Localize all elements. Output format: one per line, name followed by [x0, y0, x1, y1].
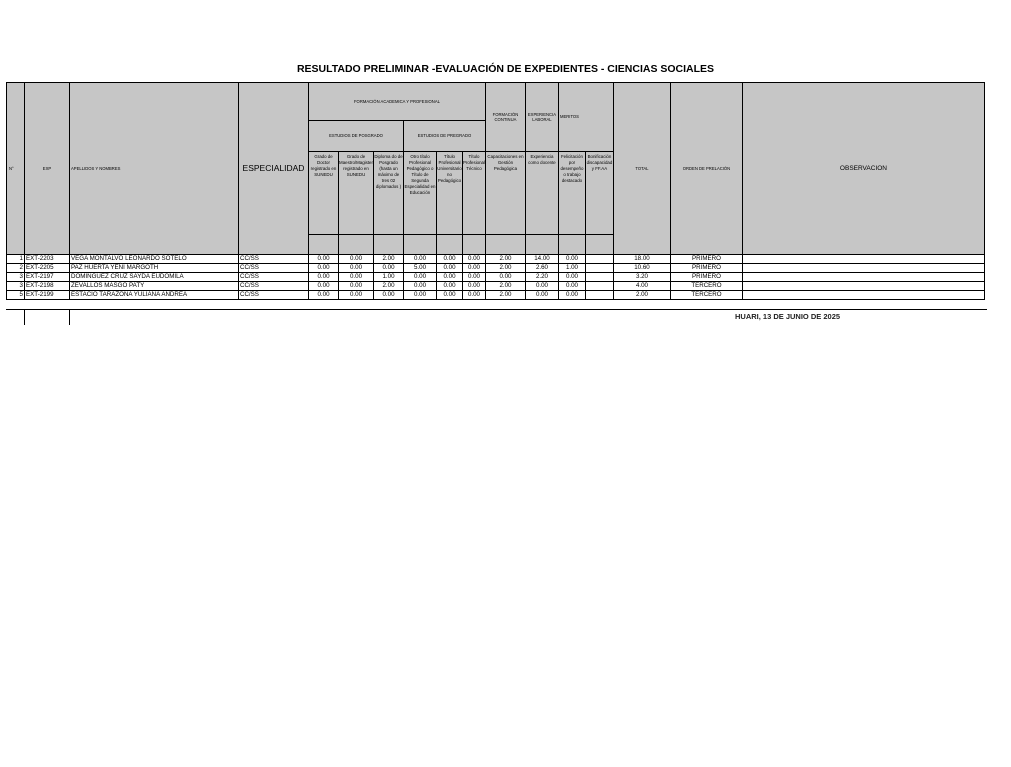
header-total: TOTAL: [613, 83, 670, 255]
cell-c8: 0.00: [525, 282, 558, 291]
cell-obs: [742, 264, 984, 273]
cell-total: 4.00: [613, 282, 670, 291]
cell-c2: 0.00: [339, 264, 374, 273]
header-nombres: APELLIDOS Y NOMBRES: [70, 83, 239, 255]
cell-esp: CC/SS: [239, 273, 309, 282]
cell-c1: 0.00: [309, 255, 339, 264]
header-n: N°: [7, 83, 25, 255]
cell-c3: 2.00: [374, 255, 404, 264]
cell-orden: PRIMERO: [670, 255, 742, 264]
cell-c8: 2.60: [525, 264, 558, 273]
header-experiencia-docente: Experiencia como docente: [525, 152, 558, 235]
cell-nombre: PAZ HUERTA YENI MARGOTH: [70, 264, 239, 273]
cell-obs: [742, 282, 984, 291]
cell-c2: 0.00: [339, 291, 374, 300]
header-felicitacion: Felicitación por desempeño o trabajo destacado: [558, 152, 585, 235]
cell-obs: [742, 255, 984, 264]
cell-c7: 2.00: [485, 291, 525, 300]
header-diplomado-posgrado: Diploma do de Posgrado (hasta un máximo de tres 02 diplomados ): [374, 152, 404, 235]
cell-c5: 0.00: [437, 282, 463, 291]
table-tail-line: [24, 310, 25, 325]
cell-total: 18.00: [613, 255, 670, 264]
cell-c6: 0.00: [463, 282, 486, 291]
cell-c6: 0.00: [463, 273, 486, 282]
header-grado-maestro: Grado de Maestro/Magister registrado en SUNEDU: [339, 152, 374, 235]
cell-c7: 0.00: [485, 273, 525, 282]
cell-exp: EXT-2199: [25, 291, 70, 300]
cell-orden: PRIMERO: [670, 273, 742, 282]
cell-exp: EXT-2205: [25, 264, 70, 273]
cell-nombre: DOMINGUEZ CRUZ SAYDA EUDOMILA: [70, 273, 239, 282]
cell-c5: 0.00: [437, 255, 463, 264]
date-line: HUARI, 13 DE JUNIO DE 2025: [735, 312, 841, 321]
cell-nombre: ESTACIO TARAZONA YULIANA ANDREA: [70, 291, 239, 300]
table-tail-line: [69, 310, 70, 325]
cell-c6: 0.00: [463, 264, 486, 273]
cell-orden: TERCERO: [670, 291, 742, 300]
header-experiencia-laboral: EXPERIENCIA LABORAL: [525, 83, 558, 152]
table-row: [7, 255, 985, 264]
cell-nombre: ZEVALLOS MASGO PATY: [70, 282, 239, 291]
cell-c9: 0.00: [558, 255, 585, 264]
cell-total: 3.20: [613, 273, 670, 282]
cell-c6: 0.00: [463, 255, 486, 264]
cell-c4: 0.00: [404, 255, 437, 264]
cell-esp: CC/SS: [239, 291, 309, 300]
cell-esp: CC/SS: [239, 264, 309, 273]
cell-exp: EXT-2198: [25, 282, 70, 291]
table-row: [7, 264, 985, 273]
cell-c3: 2.00: [374, 282, 404, 291]
cell-n: 3: [7, 282, 25, 291]
cell-c3: 1.00: [374, 273, 404, 282]
table-row: [7, 282, 985, 291]
header-formacion-academica: FORMACIÓN ACADEMICA Y PROFESIONAL: [309, 83, 486, 121]
cell-c4: 0.00: [404, 273, 437, 282]
cell-c8: 2.20: [525, 273, 558, 282]
cell-obs: [742, 291, 984, 300]
cell-c8: 0.00: [525, 291, 558, 300]
cell-total: 10.60: [613, 264, 670, 273]
cell-c1: 0.00: [309, 273, 339, 282]
header-bonificacion: Bonificación discapacidad y FF.AA: [585, 152, 613, 235]
header-orden: ORDEN DE PRELACIÓN: [670, 83, 742, 255]
cell-c9: 1.00: [558, 264, 585, 273]
cell-c2: 0.00: [339, 282, 374, 291]
cell-c9: 0.00: [558, 282, 585, 291]
cell-orden: TERCERO: [670, 282, 742, 291]
cell-nombre: VEGA MONTALVO LEONARDO SOTELO: [70, 255, 239, 264]
cell-c2: 0.00: [339, 273, 374, 282]
cell-c10: [585, 282, 613, 291]
header-observacion: OBSERVACION: [742, 83, 984, 255]
cell-exp: EXT-2203: [25, 255, 70, 264]
cell-c2: 0.00: [339, 255, 374, 264]
header-exp: EXP: [25, 83, 70, 255]
table-row: [7, 291, 985, 300]
cell-c10: [585, 273, 613, 282]
cell-c1: 0.00: [309, 282, 339, 291]
results-table: [6, 82, 985, 300]
header-titulo-universitario: Título Profesional Universitario no Pedagógico: [437, 152, 463, 235]
header-especialidad: ESPECIALIDAD: [239, 83, 309, 255]
cell-c3: 0.00: [374, 264, 404, 273]
cell-c9: 0.00: [558, 273, 585, 282]
cell-c1: 0.00: [309, 264, 339, 273]
cell-c4: 0.00: [404, 291, 437, 300]
cell-exp: EXT-2197: [25, 273, 70, 282]
cell-n: 3: [7, 273, 25, 282]
cell-c10: [585, 264, 613, 273]
header-otro-titulo: Otro título Profesional Pedagógico o Título de Segunda Especialidad en Educación: [404, 152, 437, 235]
cell-c7: 2.00: [485, 264, 525, 273]
cell-orden: PRIMERO: [670, 264, 742, 273]
table-row: [7, 273, 985, 282]
cell-c8: 14.00: [525, 255, 558, 264]
header-grado-doctor: Grado de Doctor registrado en SUNEDU: [309, 152, 339, 235]
cell-c1: 0.00: [309, 291, 339, 300]
cell-n: 1: [7, 255, 25, 264]
cell-n: 5: [7, 291, 25, 300]
header-titulo-tecnico: Título Profesional Técnico: [463, 152, 486, 235]
cell-c10: [585, 291, 613, 300]
cell-c5: 0.00: [437, 264, 463, 273]
header-meritos: MERITOS: [558, 83, 613, 152]
cell-n: 2: [7, 264, 25, 273]
cell-total: 2.00: [613, 291, 670, 300]
cell-obs: [742, 273, 984, 282]
header-capacitaciones: Capacitaciones en Gestión Pedagógica: [485, 152, 525, 235]
header-formacion-continua: FORMACIÓN CONTINUA: [485, 83, 525, 152]
cell-c9: 0.00: [558, 291, 585, 300]
cell-c4: 5.00: [404, 264, 437, 273]
table-bottom-rule: [6, 309, 987, 310]
cell-esp: CC/SS: [239, 255, 309, 264]
cell-c7: 2.00: [485, 255, 525, 264]
cell-c3: 0.00: [374, 291, 404, 300]
cell-c7: 2.00: [485, 282, 525, 291]
cell-c6: 0.00: [463, 291, 486, 300]
cell-esp: CC/SS: [239, 282, 309, 291]
cell-c4: 0.00: [404, 282, 437, 291]
header-estudios-pregrado: ESTUDIOS DE PREGRADO: [404, 121, 486, 152]
cell-c5: 0.00: [437, 291, 463, 300]
cell-c10: [585, 255, 613, 264]
document-title: RESULTADO PRELIMINAR -EVALUACIÓN DE EXPEDIENTES - CIENCIAS SOCIALES: [296, 63, 715, 75]
cell-c5: 0.00: [437, 273, 463, 282]
header-estudios-posgrado: ESTUDIOS DE POSGRADO: [309, 121, 404, 152]
